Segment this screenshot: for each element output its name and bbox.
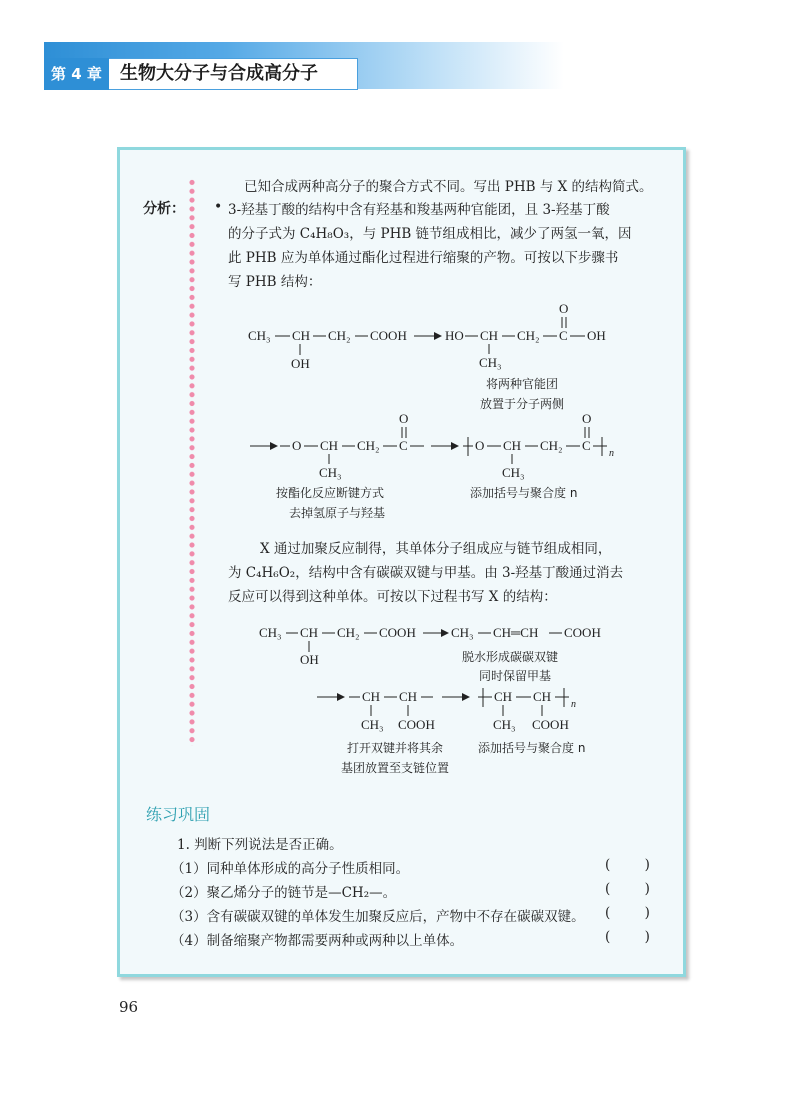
phb-r2-o-b: O	[475, 438, 485, 453]
phb-r1-oh: OH	[291, 356, 310, 371]
x-r2-ch: CH	[362, 689, 381, 704]
phb-caption-2b: 去掉氢原子与羟基	[289, 506, 386, 520]
phb-r2-ch3-b: CH₃	[502, 465, 525, 480]
x-n: n	[571, 699, 576, 710]
phb-r2-ch2-b: CH₂	[540, 438, 563, 453]
phb-r1-ho: HO	[445, 328, 464, 343]
x-r1-ch3-b: CH₃	[451, 625, 474, 640]
analysis-p1-line: 3-羟基丁酸的结构中含有羟基和羧基两种官能团，且 3-羟基丁酸	[228, 202, 610, 218]
analysis-label: 分析：	[143, 201, 185, 217]
phb-r1-ch2-b: CH₂	[517, 328, 540, 343]
x-r2-ch3-c: CH₃	[493, 717, 516, 732]
phb-r1-oh-end: OH	[587, 328, 606, 343]
exercise-item: （4）制备缩聚产物都需要两种或两种以上单体。	[171, 933, 464, 949]
x-caption-1a: 脱水形成碳碳双键	[462, 650, 559, 664]
phb-r2-o-top-b: O	[582, 411, 592, 426]
answer-blank[interactable]: ( )	[605, 857, 650, 873]
x-r2-ch-d: CH	[533, 689, 552, 704]
phb-r1-o-top: O	[559, 301, 569, 316]
phb-caption-3: 添加括号与聚合度 n	[470, 486, 578, 500]
x-r2-cooh-d: COOH	[532, 717, 569, 732]
answer-blank[interactable]: ( )	[605, 929, 650, 945]
x-r1-ch2: CH₂	[337, 625, 360, 640]
x-scheme	[0, 600, 800, 790]
phb-r1-ch3-b: CH₃	[479, 355, 502, 370]
phb-r2-c: C	[399, 438, 408, 453]
phb-r2-ch-b: CH	[503, 438, 522, 453]
x-r2-ch-b: CH	[399, 689, 418, 704]
phb-r2-c-b: C	[582, 438, 591, 453]
phb-scheme	[0, 0, 800, 540]
phb-r2-ch: CH	[320, 438, 339, 453]
analysis-intro: 已知合成两种高分子的聚合方式不同。写出 PHB 与 X 的结构简式。	[244, 179, 653, 195]
x-caption-3: 添加括号与聚合度 n	[478, 741, 586, 755]
x-r1-oh: OH	[300, 652, 319, 667]
phb-r1-ch-b: CH	[480, 328, 499, 343]
phb-caption-2a: 按酯化反应断键方式	[276, 486, 385, 500]
answer-blank[interactable]: ( )	[605, 881, 650, 897]
phb-r2-o-top: O	[399, 411, 409, 426]
exercise-item: （3）含有碳碳双键的单体发生加聚反应后，产物中不存在碳碳双键。	[171, 909, 585, 925]
x-r1-cooh: COOH	[379, 625, 416, 640]
phb-r1-cooh: COOH	[370, 328, 407, 343]
phb-r2-ch2: CH₂	[357, 438, 380, 453]
analysis-p2-line: 为 C₄H₆O₂，结构中含有碳碳双键与甲基。由 3-羟基丁酸通过消去	[228, 565, 624, 581]
phb-r2-ch3: CH₃	[319, 465, 342, 480]
analysis-p1-line: 的分子式为 C₄H₈O₃，与 PHB 链节组成相比，减少了两氢一氧，因	[228, 226, 632, 242]
phb-r2-o: O	[292, 438, 302, 453]
x-r2-ch-c: CH	[494, 689, 513, 704]
page-number: 96	[119, 998, 139, 1016]
analysis-p1-line: 此 PHB 应为单体通过酯化过程进行缩聚的产物。可按以下步骤书	[228, 250, 619, 266]
chapter-label: 第 4 章	[44, 58, 109, 90]
chapter-title: 生物大分子与合成高分子	[120, 63, 318, 84]
phb-r1-ch2: CH₂	[328, 328, 351, 343]
answer-blank[interactable]: ( )	[605, 905, 650, 921]
bullet-icon: •	[214, 199, 223, 215]
analysis-p1-line: 写 PHB 结构：	[228, 274, 322, 290]
x-r1-cooh-b: COOH	[564, 625, 601, 640]
x-r1-ch: CH	[300, 625, 319, 640]
phb-r1-ch3: CH₃	[248, 328, 271, 343]
x-caption-2a: 打开双键并将其余	[347, 741, 444, 755]
x-r1-ch3: CH₃	[259, 625, 282, 640]
phb-n: n	[609, 448, 614, 459]
exercise-item: （2）聚乙烯分子的链节是—CH₂—。	[171, 885, 397, 901]
x-caption-1b: 同时保留甲基	[479, 669, 552, 683]
exercise-question: 1. 判断下列说法是否正确。	[177, 837, 343, 853]
x-r2-cooh: COOH	[398, 717, 435, 732]
exercise-item: （1）同种单体形成的高分子性质相同。	[171, 861, 410, 877]
x-r2-ch3: CH₃	[361, 717, 384, 732]
phb-caption-1a: 将两种官能团	[486, 377, 559, 391]
x-r1-ch-eq-ch: CH═CH	[493, 625, 539, 640]
phb-r1-c: C	[559, 328, 568, 343]
phb-caption-1b: 放置于分子两侧	[480, 397, 565, 411]
phb-r1-ch: CH	[292, 328, 311, 343]
exercise-title: 练习巩固	[146, 805, 211, 824]
x-caption-2b: 基团放置至支链位置	[341, 761, 450, 775]
analysis-p2-line: 反应可以得到这种单体。可按以下过程书写 X 的结构：	[228, 589, 557, 605]
analysis-p2-line: X 通过加聚反应制得，其单体分子组成应与链节组成相同，	[260, 541, 612, 557]
